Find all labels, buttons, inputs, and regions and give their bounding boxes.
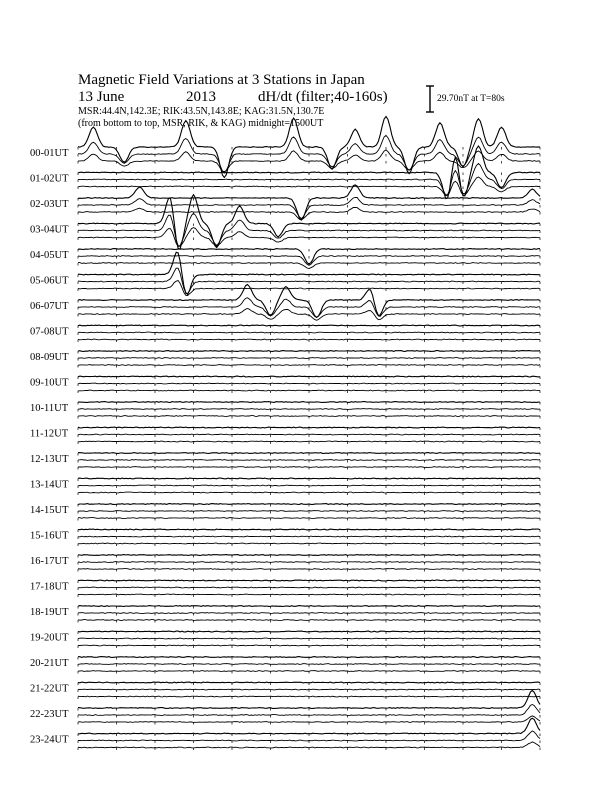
trace-line [78,718,540,734]
row-label: 22-23UT [30,709,69,720]
chart-component-label: dH/dt (filter;40-160s) [258,89,388,105]
chart-row [30,325,540,342]
chart-row [30,631,540,648]
row-label: 21-22UT [30,683,69,695]
trace-line [78,135,540,172]
chart-row [30,249,540,269]
scale-bar-label: 29.70nT at T=80s [437,94,505,104]
row-label: 02-03UT [30,199,69,210]
row-label: 11-12UT [30,428,69,440]
station-order-note: (from bottom to top, MSR, RIK, & KAG) midnight=1500UT [78,118,324,129]
trace-line [78,690,540,708]
row-label: 09-10UT [30,377,69,389]
chart-row [30,195,540,249]
chart-row [30,478,540,495]
chart-rows [30,117,540,751]
chart-row [30,504,540,521]
row-label: 23-24UT [30,734,69,746]
trace-line [78,213,540,245]
chart-row [30,453,540,470]
chart-row [30,376,540,393]
chart-row [30,555,540,572]
row-label: 06-07UT [30,301,69,312]
chart-row [30,402,540,419]
row-label: 10-11UT [30,403,69,414]
row-label: 08-09UT [30,352,69,363]
scale-bar [426,86,434,112]
row-label: 13-14UT [30,479,69,491]
chart-row [30,185,540,220]
chart-row [30,529,540,546]
row-label: 04-05UT [30,250,69,261]
chart-row [30,285,540,321]
row-label: 20-21UT [30,658,69,669]
row-label: 05-06UT [30,275,69,287]
row-label: 01-02UT [30,173,69,185]
chart-row [30,252,540,295]
chart-date-year: 2013 [186,89,216,105]
row-label: 16-17UT [30,556,69,567]
chart-row [30,682,540,699]
chart-row [30,351,540,368]
row-label: 14-15UT [30,505,69,516]
trace-line [78,197,540,218]
chart-row [30,606,540,623]
row-label: 17-18UT [30,581,69,593]
chart-row [30,657,540,674]
row-label: 03-04UT [30,224,69,236]
chart-row [30,690,540,724]
row-label: 18-19UT [30,607,69,618]
chart-row [30,117,540,178]
trace-line [78,185,540,220]
row-label: 15-16UT [30,530,69,542]
row-label: 07-08UT [30,326,69,338]
station-coordinates: MSR:44.4N,142.3E; RIK:43.5N,143.8E; KAG:31.5N,130.7E [78,106,325,117]
chart-title: Magnetic Field Variations at 3 Stations in Japan [78,72,365,88]
trace-line [78,164,540,196]
chart-date-day: 13 June [78,89,125,105]
row-label: 19-20UT [30,632,69,644]
chart-row [30,427,540,444]
chart-row [30,580,540,597]
row-label: 00-01UT [30,148,69,159]
chart-row [30,718,540,750]
row-label: 12-13UT [30,454,69,465]
